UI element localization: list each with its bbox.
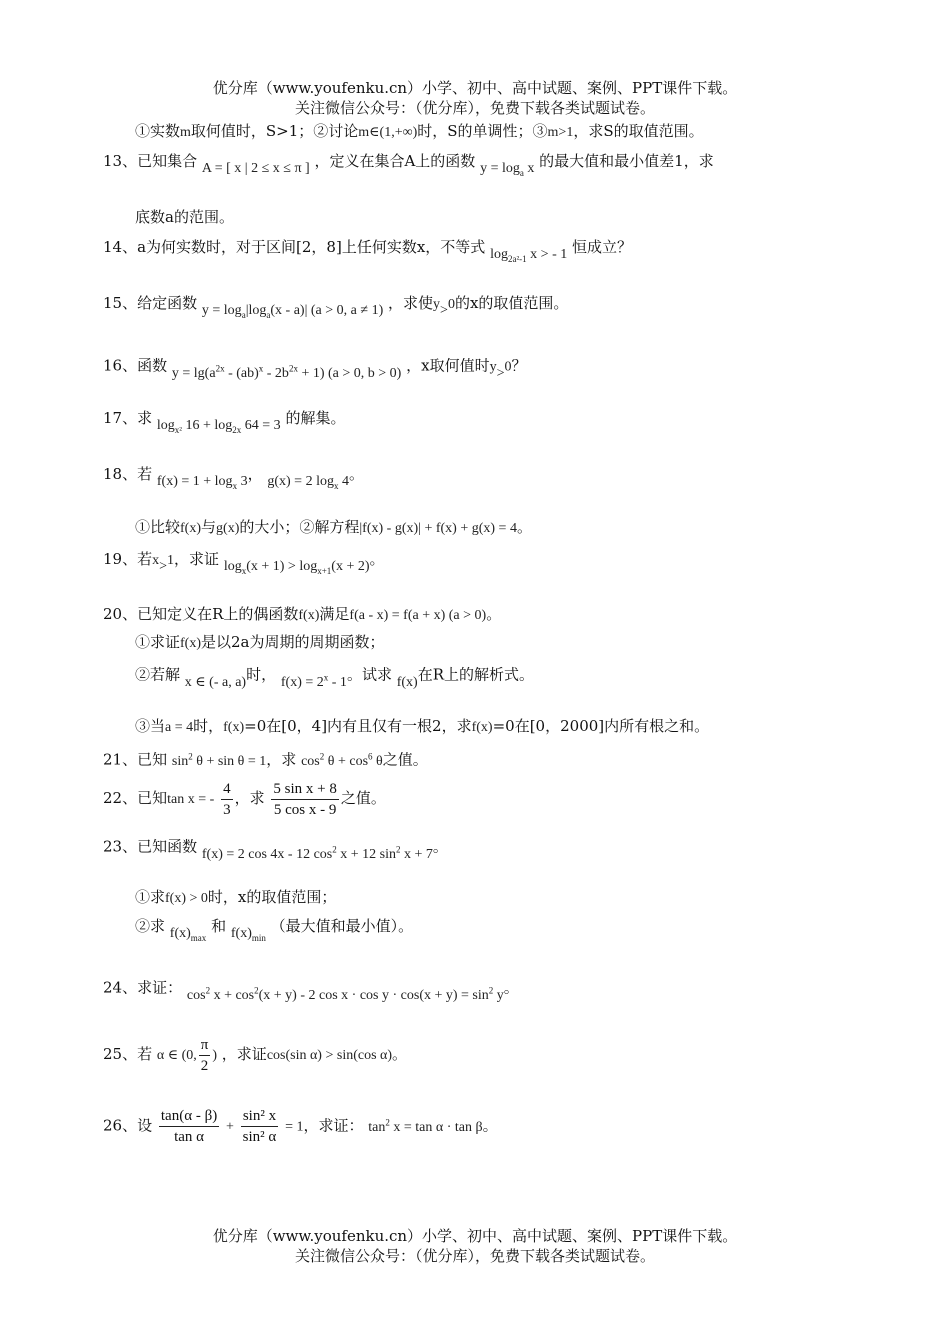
question-26: 26、设 $\frac{\tan(\alpha - \beta)}{\text{tan α}}$ + $\frac{\text{sin² x}}{\text{sin² α}}$ = 1，求证： $\tan^2 x = \tan \alpha \cdot \tan \beta$。 [103, 1108, 498, 1146]
math-expression: $\sin^2 \theta + \sin \theta = 1$ [171, 751, 267, 769]
math-expression: A = [ x | 2 ≤ x ≤ π ] [201, 161, 310, 176]
question-number: 18、 [103, 465, 138, 483]
question-20-sub1: ①求证f(x)是以2a为周期的周期函数； [135, 633, 385, 651]
question-number: 26、 [103, 1116, 138, 1135]
math-expression: $\cos^2 x + \cos^2(x + y) - 2$ $\cos x \cdot \cos y \cdot \cos(x + y) = \sin^2 y$ [186, 985, 504, 1003]
question-15: 15、给定函数 $y = \log_a|\log_a(x - a)|$ (a > 0, a ≠ 1) ，求使y>0的x的取值范围。 [103, 294, 569, 320]
footer-line-1: 优分库（www.youfenku.cn）小学、初中、高中试题、案例、PPT课件下载。 [212, 1227, 738, 1245]
question-number: 21、 [103, 750, 138, 769]
question-24: 24、求证： $\cos^2 x + \cos^2(x + y) - 2$ $\cos x \cdot \cos y \cdot \cos(x + y) = \sin^2 y$。 [103, 978, 519, 1003]
question-16: 16、函数 $y = \lg(a^{2x} - (ab)^x - 2b^{2x} + 1) (a > 0$, b > 0) ，x取何值时y>0？ [103, 356, 527, 381]
question-22: 22、已知tan x = - $\frac{4}{3}$ ，求 $\frac{\text{5 sin x + 8}}{\text{5 cos x - 9}}$ 之值。 [103, 780, 386, 818]
question-20-sub3: ③当a = 4时，f(x)=0在[0，4]内有且仅有一根2，求f(x)=0在[0，2000]内所有根之和。 [135, 717, 710, 735]
math-expression: $\tan^2 x = \tan \alpha \cdot \tan \beta$ [368, 1117, 483, 1135]
question-20-sub2: ②若解 x ∈ (- a, a)时， $f(x) = 2^x - 1$。试求 f(x)在R上的解析式。 [135, 665, 535, 690]
question-number: 23、 [103, 837, 138, 856]
math-expression: $\log_x(x + 1) > \log_{x+1}(x + 2)$ [223, 559, 370, 576]
math-expression: $\cos^2 \theta + \cos^6 \theta$ [301, 751, 383, 769]
question-18-sub: ①比较f(x)与g(x)的大小；②解方程|f(x) - g(x)| + f(x) + g(x) = 4。 [135, 518, 532, 536]
page-header [0, 78, 950, 118]
question-23: 23、已知函数 f(x) = 2 cos 4x - 12 $\cos^2 x + 12$ $\sin^2 x + 7$。 [103, 837, 448, 862]
header-line-2: 关注微信公众号：（优分库），免费下载各类试题试卷。 [294, 99, 655, 117]
question-17: 17、求 $\log_{x^2} 16 + \log_{2x} 64 = 3$ 的解集。 [103, 409, 346, 435]
fraction: $\frac{\text{sin² x}}{\text{sin² α}}$ [242, 1108, 277, 1146]
math-expression: $y = \log_a x$ [480, 161, 535, 178]
footer-line-2: 关注微信公众号：（优分库），免费下载各类试题试卷。 [294, 1247, 655, 1265]
fraction: $\frac{\tan(\alpha - \beta)}{\text{tan α}}$ [160, 1108, 218, 1146]
question-number: 17、 [103, 409, 138, 427]
math-expression: $\log_{2a^2-1} x$ > - 1 [490, 247, 568, 264]
question-number: 24、 [103, 978, 138, 997]
question-21: 21、已知 $\sin^2 \theta + \sin \theta = 1$，求 $\cos^2 \theta + \cos^6 \theta$之值。 [103, 750, 428, 769]
question-number: 22、 [103, 789, 138, 807]
page-footer [0, 1226, 950, 1266]
question-number: 16、 [103, 356, 138, 375]
question-number: 14、 [103, 238, 138, 256]
math-expression: $\log_{x^2} 16 + \log_{2x} 64 = 3$ [156, 418, 281, 435]
question-19: 19、若x>1，求证 $\log_x(x + 1) > \log_{x+1}(x + 2)$。 [103, 550, 385, 576]
question-number: 25、 [103, 1045, 138, 1063]
math-expression: g(x) = 2 $\log_x 4$ [267, 474, 349, 491]
header-line-1: 优分库（www.youfenku.cn）小学、初中、高中试题、案例、PPT课件下载。 [212, 79, 738, 97]
question-14: 14、a为何实数时，对于区间[2，8]上任何实数x，不等式 $\log_{2a^2-1} x$ > - 1 恒成立？ [103, 238, 633, 264]
question-13-cont: 底数a的范围。 [135, 208, 234, 226]
question-number: 19、 [103, 550, 138, 568]
fraction: $\frac{\pi}{2}$ [200, 1036, 209, 1074]
math-expression: $y = \lg(a^{2x} - (ab)^x - 2b^{2x} + 1) (a > 0$, b > 0) [171, 363, 402, 381]
math-expression: f(x) = 2 cos 4x - 12 $\cos^2 x + 12$ $\sin^2 x + 7$ [201, 844, 433, 862]
fraction: $\frac{4}{3}$ [223, 780, 231, 818]
math-expression: $y = \log_a|\log_a(x - a)|$ (a > 0, a ≠ 1) [201, 303, 384, 320]
question-25: 25、若 α ∈ (0, $\frac{\pi}{2}$ ) ，求证cos(sin α) > sin(cos α)。 [103, 1036, 408, 1074]
question-20: 20、已知定义在R上的偶函数f(x)满足f(a - x) = f(a + x) (a > 0)。 [103, 605, 502, 623]
question-number: 20、 [103, 605, 138, 623]
question-number: 13、 [103, 152, 138, 170]
question-18: 18、若 $f(x) = 1 + \log_x 3$， g(x) = 2 $\log_x 4$。 [103, 465, 364, 491]
fraction: $\frac{\text{5 sin x + 8}}{\text{5 cos x - 9}}$ [273, 780, 337, 818]
question-13: 13、已知集合 A = [ x | 2 ≤ x ≤ π ] ，定义在集合A上的函数 $y = \log_a x$ 的最大值和最小值差1，求 [103, 152, 714, 178]
question-number: 15、 [103, 294, 138, 312]
math-expression: $f(x) = 1 + \log_x 3$ [156, 474, 248, 491]
q12-line: ①实数m取何值时，S>1；②讨论m∈(1,+∞)时，S的单调性；③m>1，求S的取值范围。 [135, 122, 704, 140]
question-23-sub1: ①求f(x) > 0时，x的取值范围； [135, 888, 337, 906]
question-23-sub2: ②求 $f(x)_{max}$ 和 $f(x)_{min}$ （最大值和最小值）。 [135, 917, 414, 943]
